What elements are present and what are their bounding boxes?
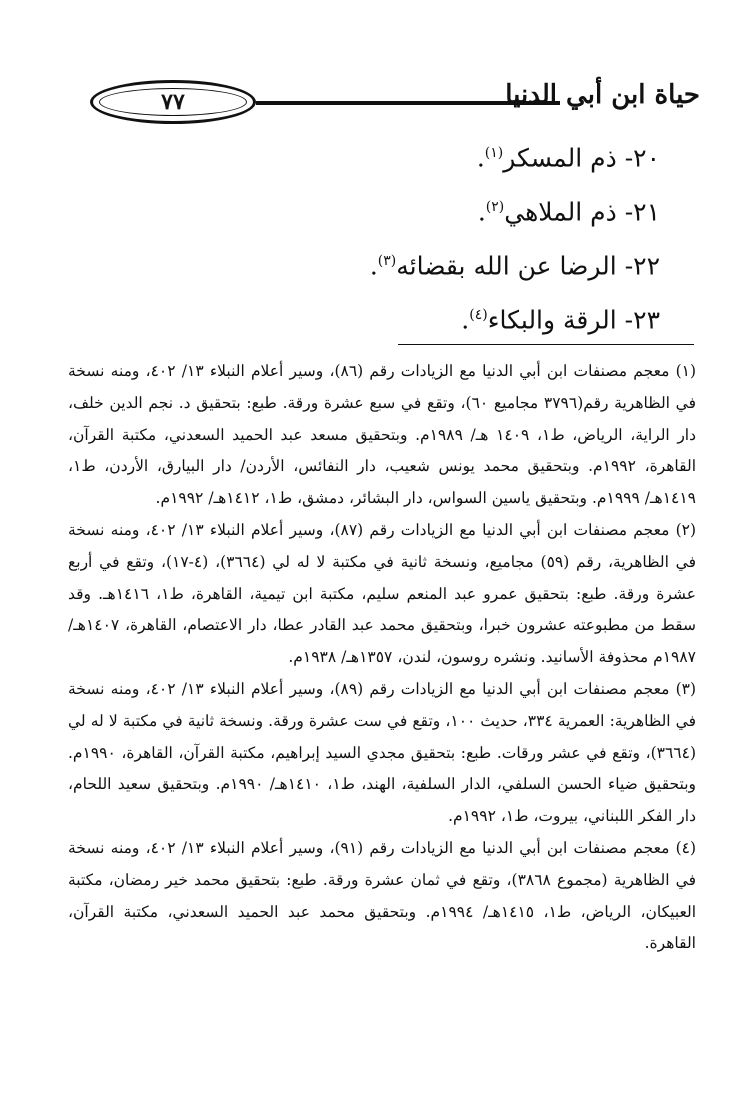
list-item-text: ٢٣- الرقة والبكاء — [487, 305, 660, 335]
footnote-ref: (٤) — [469, 307, 488, 323]
page-number-oval — [90, 80, 256, 124]
footnote-2: (٢) معجم مصنفات ابن أبي الدنيا مع الزيادات رقم (٨٧)، وسير أعلام النبلاء ١٣/ ٤٠٢، ومنه نسخة في الظاهرية، رقم (٥٩) مجاميع، ونسخة ثانية في مكتبة لا له لي (٣٦٦٤)، (٤-١٧)، وتقع في أربع عشرة ورقة. طبع: بتحقيق عمرو عبد المنعم سليم، مكتبة ابن تيمية، القاهرة، ط١، ١٤١٦هـ. وقد سقط من مطبوعته عشرون خبرا، وبتحقيق محمد عبد القادر عطا، دار الاعتصام، القاهرة، ١٤٠٧هـ/ ١٩٨٧م محذوفة الأسانيد. ونشره روسون، لندن، ١٣٥٧هـ/ ١٩٣٨م. — [68, 520, 697, 667]
list-item-text: ٢١- ذم الملاهي — [504, 197, 660, 227]
works-list — [200, 130, 660, 346]
footnotes — [68, 356, 696, 960]
list-item-text: ٢٢- الرضا عن الله بقضائه — [396, 251, 660, 281]
list-item: ٢٠- ذم المسكر$^{(١)}$. — [476, 143, 660, 173]
footnote-ref: (١) — [484, 145, 504, 161]
footnote-1: (١) معجم مصنفات ابن أبي الدنيا مع الزيادات رقم (٨٦)، وسير أعلام النبلاء ١٣/ ٤٠٢، ومنه نسخة في الظاهرية رقم(٣٧٩٦ مجاميع ٦٠)، وتقع في سبع عشرة ورقة. طبع: بتحقيق د. نجم الدين خلف، دار الراية، الرياض، ط١، ١٤٠٩ هـ/ ١٩٨٩م. وبتحقيق مسعد عبد الحميد السعدني، مكتبة القرآن، القاهرة، ١٩٩٢م. وبتحقيق محمد يونس شعيب، دار النفائس، الأردن/ دار البيارق، الأردن، ط١، ١٤١٩هـ/ ١٩٩٩م. وبتحقيق ياسين السواس، دار البشائر، دمشق، ط١، ١٤١٢هـ/ ١٩٩٢م. — [68, 362, 697, 508]
running-header — [60, 72, 700, 128]
list-item-text: ٢٠- ذم المسكر — [503, 143, 660, 173]
header-title: حياة ابن أبي الدنيا — [505, 80, 700, 110]
footnote-divider — [398, 344, 694, 345]
footnote-ref: (٣) — [377, 253, 397, 269]
list-item: ٢١- ذم الملاهي$^{(٢)}$. — [477, 197, 660, 227]
list-item: ٢٢- الرضا عن الله بقضائه$^{(٣)}$. — [369, 251, 660, 281]
list-item: ٢٣- الرقة والبكاء$^{(٤)}$. — [461, 305, 660, 335]
page-number: ٧٧ — [161, 89, 185, 115]
footnote-4: (٤) معجم مصنفات ابن أبي الدنيا مع الزيادات رقم (٩١)، وسير أعلام النبلاء ١٣/ ٤٠٢، ومنه نسخة في الظاهرية (مجموع ٣٨٦٨)، وتقع في ثمان عشرة ورقة. طبع: بتحقيق محمد خير رمضان، مكتبة العبيكان، الرياض، ط١، ١٤١٥هـ/ ١٩٩٤م. وبتحقيق محمد عبد الحميد السعدني، مكتبة القرآن، القاهرة. — [68, 838, 697, 953]
footnote-ref: (٢) — [485, 199, 505, 215]
footnote-3: (٣) معجم مصنفات ابن أبي الدنيا مع الزيادات رقم (٨٩)، وسير أعلام النبلاء ١٣/ ٤٠٢، ومنه نسخة في الظاهرية: العمرية ٣٣٤، حديث ١٠٠، وتقع في ست عشرة ورقة. ونسخة ثانية في مكتبة لا له لي (٣٦٦٤)، وتقع في عشر ورقات. طبع: بتحقيق مجدي السيد إبراهيم، مكتبة القرآن، القاهرة، ١٩٩٠م. وبتحقيق ضياء الحسن السلفي، الدار السلفية، الهند، ط١، ١٤١٠هـ/ ١٩٩٠م. وبتحقيق سعيد اللحام، دار الفكر اللبناني، بيروت، ط١، ١٩٩٢م. — [68, 679, 697, 826]
